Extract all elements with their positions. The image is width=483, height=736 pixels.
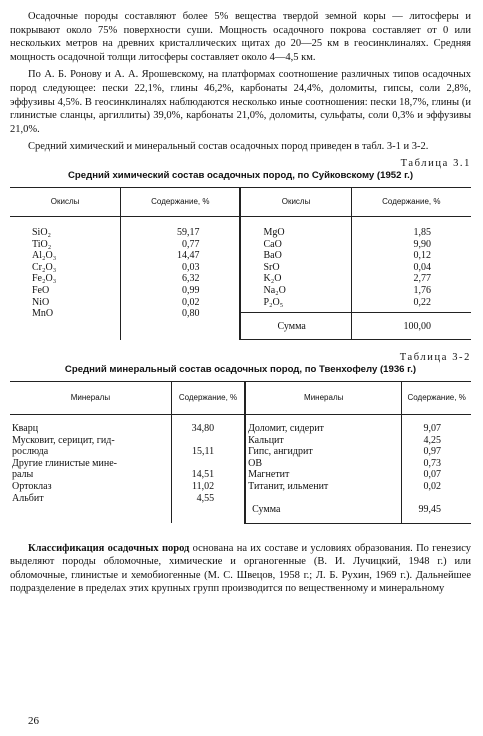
mineral-name: ОВ: [248, 457, 262, 469]
mineral-value: 0,73: [423, 457, 441, 469]
oxide-value: 9,90: [413, 238, 431, 250]
mineral-name: рослюда: [12, 446, 49, 458]
table1-sum-value: 100,00: [351, 313, 471, 340]
mineral-name: Кальцит: [248, 434, 284, 446]
table1-sum-label: Сумма: [240, 313, 351, 340]
oxide-value: 2,77: [413, 273, 431, 285]
mineral-value: 0,02: [423, 481, 441, 493]
table1-right-oxides: [240, 216, 351, 312]
mineral-value: 34,80: [191, 423, 215, 435]
table1-body-row: [10, 216, 471, 312]
oxide-formula: MgO: [263, 226, 285, 238]
mineral-value: 11,02: [191, 481, 215, 493]
table2-right-minerals: [245, 415, 402, 497]
mineral-value: 14,51: [191, 469, 215, 481]
mineral-value: [172, 458, 244, 470]
table2-header-row: [10, 382, 471, 415]
mineral-value: 9,07: [423, 423, 441, 435]
table1-caption: Средний химический состав осадочных пород, по Суйковскому (1952 г.): [67, 169, 414, 181]
table2-sum-label: Сумма: [245, 497, 402, 524]
oxide-value: 0,04: [413, 261, 431, 273]
oxide-formula: P₂O₅: [263, 296, 284, 308]
oxide-formula: TiO₂: [32, 238, 52, 250]
oxide-value: 0,80: [181, 308, 200, 320]
mineral-value: 0,07: [423, 469, 441, 481]
oxide-formula: Cr₂O₃: [32, 261, 57, 273]
oxide-value: 0,12: [413, 250, 431, 262]
oxide-formula: Fe₂O₃: [32, 273, 57, 285]
mineral-value: 4,55: [196, 492, 215, 504]
oxide-value: 0,77: [181, 238, 200, 250]
oxide-formula: SrO: [263, 261, 280, 273]
oxide-value: 0,03: [181, 261, 200, 273]
table2-left-minerals: [10, 415, 171, 524]
oxide-value: 1,76: [413, 284, 431, 296]
oxide-value: 0,99: [181, 284, 200, 296]
mineral-name: Магнетит: [248, 469, 290, 481]
oxide-formula: SiO₂: [32, 226, 52, 238]
mineral-name: ралы: [12, 469, 34, 481]
mineral-name: Другие глинистые минe-: [12, 457, 117, 469]
table2-header-content-2: Содержание, %: [402, 382, 471, 415]
oxide-formula: FeO: [32, 284, 50, 296]
table1-right-values: [351, 216, 471, 312]
mineral-value: 15,11: [191, 446, 215, 458]
classification-text: основана на их составе и условиях образования. По генезису выделяют породы обломочные, химические и органогенные (В. И. Лучицкий, 1948 г.) или обломочные, глинистые и хемобиогенные (М. С. Швецов, 1958 г.; Л. Б. Рухин, 1969 г.). Дальнейшее подразделение в пределах этих крупных групп производится по вещественному и минеральному: [10, 542, 471, 595]
oxide-formula: Na₂O: [263, 284, 286, 296]
paragraph-2: По А. Б. Ронову и А. А. Ярошевскому, на платформах соотношение различных типов осадочных пород следующее: пески 22,1%, глины 46,2%, карбонаты 24,4%, доломиты, гипсы, соли 2,8%, эффузивы 4,5%. В геосинклиналях наблюдаются несколько иные соотношения: пески 18,7%, глины (и глинистые сланцы, аргиллиты) 39,0%, карбонаты 21,0%, доломиты, сульфаты, соли 0,3% и эффузивы 21,0%.: [10, 69, 471, 135]
mineral-name: Ортоклаз: [12, 481, 52, 493]
mineral-name: Доломит, сидерит: [248, 423, 324, 435]
table1-left-values: [121, 216, 241, 339]
oxide-formula: K₂O: [263, 273, 282, 285]
oxide-formula: BaO: [263, 250, 282, 262]
mineral-name: Мусковит, серицит, гид-: [12, 434, 115, 446]
table1-left-oxides: [10, 216, 121, 339]
table2-header-minerals-2: Минералы: [245, 382, 402, 415]
mineral-value: 4,25: [423, 434, 441, 446]
chemical-composition-table: [10, 187, 471, 340]
oxide-value: 1,85: [413, 226, 431, 238]
table1-header-row: [10, 187, 471, 216]
paragraph-3: Средний химический и минеральный состав осадочных пород приведен в табл. 3-1 и 3-2.: [28, 141, 429, 153]
table2-header-content-1: Содержание, %: [171, 382, 245, 415]
oxide-formula: Al₂O₃: [32, 250, 57, 262]
mineral-name: Кварц: [12, 423, 39, 435]
table2-header-minerals-1: Минералы: [10, 382, 171, 415]
oxide-formula: CaO: [263, 238, 282, 250]
oxide-value: 0,02: [181, 296, 200, 308]
oxide-value: 59,17: [176, 226, 200, 238]
mineral-name: Гипс, ангидрит: [248, 446, 313, 458]
table2-body-row: [10, 415, 471, 497]
table2-label: Таблица 3-2: [399, 352, 471, 364]
mineral-composition-table: [10, 381, 471, 524]
mineral-value: [172, 435, 244, 447]
oxide-formula: NiO: [32, 296, 50, 308]
mineral-name: Титанит, ильменит: [248, 481, 329, 493]
oxide-value: 14,47: [176, 250, 200, 262]
table1-header-content-2: Содержание, %: [351, 187, 471, 216]
table2-caption: Средний минеральный состав осадочных пород, по Твенхофелу (1936 г.): [64, 364, 417, 376]
classification-paragraph: [10, 542, 471, 596]
classification-lead: Классификация осадочных пород: [28, 542, 190, 554]
table1-header-oxides-2: Окислы: [240, 187, 351, 216]
table2-right-values: [402, 415, 471, 497]
oxide-value: 0,22: [413, 296, 431, 308]
table2-left-values: [171, 415, 245, 524]
oxide-formula: MnO: [32, 308, 54, 320]
oxide-value: 6,32: [181, 273, 200, 285]
mineral-name: Альбит: [12, 492, 44, 504]
page-number: 26: [28, 715, 39, 727]
mineral-value: 0,97: [423, 446, 441, 458]
table2-sum-value: 99,45: [402, 497, 471, 524]
table1-header-oxides-1: Окислы: [10, 187, 121, 216]
paragraph-1: Осадочные породы составляют более 5% вещества твердой земной коры — литосферы и покрывают около 75% поверхности суши. Мощность осадочного покрова составляет от 0 или нескольких метров на древних кристаллических щитах до 20—25 км в геосинклиналях. Средняя мощность осадочной толщи литосферы составляет около 4—4,5 км.: [10, 11, 471, 63]
table1-header-content-1: Содержание, %: [121, 187, 241, 216]
table1-label: Таблица 3.1: [400, 157, 471, 169]
